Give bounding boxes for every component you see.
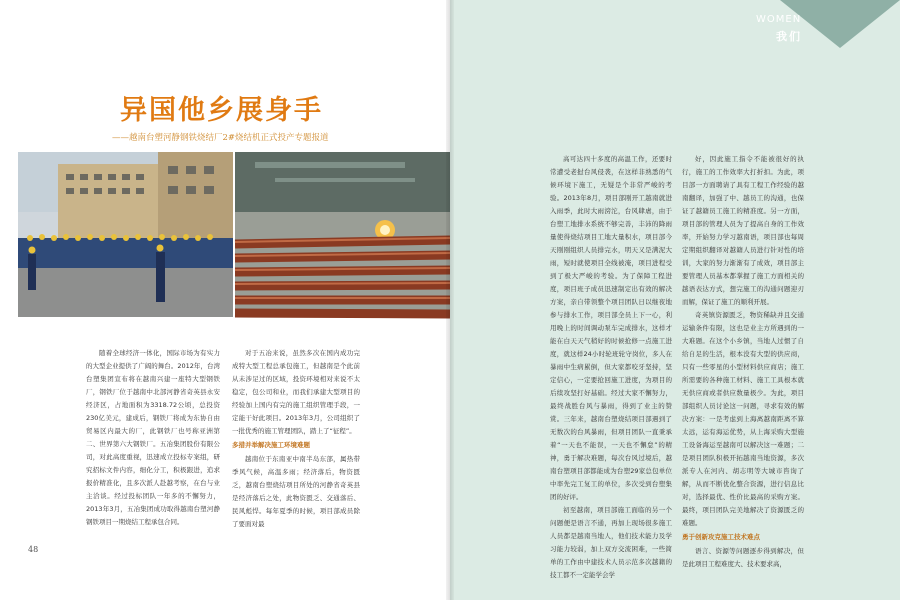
article-title: 异国他乡展身手 [120,95,323,126]
team-lineup-photo [18,152,233,317]
steel-pipes-photo [235,152,450,317]
paragraph: 好，因此施工指令不能被很好的执行，施工的工作效率大打折扣。为此，项目部一方面聘请了具有工程工作经验的越南翻译，加强了中、越员工的沟通，也保证了越籍员工施工的精准度。另一方面，项目部的管理人员为了提高自身的工作效率，开始努力学习越南语，项目部也每周定期组织翻译对越籍人员进行针对性的培训，大家的努力渐渐有了成效，项目部主要管理人员基本都掌握了施工方面相关的越语表达方式，想完施工的沟通问题迎刃而解，保证了施工的顺利开展。 [682,155,804,306]
text-column-3 [550,153,672,579]
article-subtitle: ——越南台塑河静钢铁烧结厂2#烧结机正式投产专题报道 [112,133,329,143]
paragraph: 越南位于东南亚中南半岛东部，属热带季风气候，高温多雨；经济落后，物资匮乏，越南台塑烧结项目所处的河静省奇英县是经济落后之处，此物资匮乏、交通落后、民风彪悍。每年夏季的时候，项目部成员除了要面对最 [232,455,360,528]
section-heading: 多措并举解决施工环境难题 [232,441,310,449]
text-column-4 [682,153,804,568]
paragraph: 对于五冶来说，虽然多次在国内成功完成特大型工程总承包施工，但越南是个此前从未涉足过的区域，投资环境相对来说不太稳定，包公司和业，而我们承建大型项目的经验加上国内有完的施工组织管理手段，一定能干好此项目。2013年3月，公司组织了一批优秀的施工管理团队，踏上了“征程”。 [232,349,360,435]
text-column-2 [232,347,360,547]
paragraph: 初至越南，项目部施工面临的另一个问题便是语言不通，再加上现场很多施工人员都是越南当地人，他们技术能力及学习能力较弱，加上双方交流困难，一些简单的工作由中建技术人员示范多次越籍的技工都不一定能学会学 [550,506,672,579]
page-number: 48 [28,545,39,554]
paragraph: 语言、资源等问题逐步得到解决，但是此项目工程难度大、技术要求高， [682,547,804,568]
section-heading: 勇于创新攻克施工技术难点 [682,533,760,541]
page-gutter [446,0,454,600]
right-page [450,0,900,600]
text-column-1 [86,347,220,542]
paragraph: 随着全球经济一体化，国际市场为有实力的大型企业提供了广阔的舞台。2012年，台湾台塑集团宣布将在越南兴建一座特大型钢铁厂，钢铁厂位于越南中北部河静省奇英县永安经济区，占地面积为3318.72公顷，总投资230亿美元，建成后，钢铁厂将成为东协自由贸易区内最大的厂，此钢铁厂也号称亚洲第二、世界第六大钢铁厂。五冶集团股份有限公司，对此高度重视，迅速成立投标专案组，研究招标文件内容，细化分工，积极跟进，追求报价精准化，且多次派人赴越考察，在台与业主洽谈。经过投标团队一年多的不懈努力，2013年3月，五冶集团成功取得越南台塑河静钢铁项目一期烧结工程承包合同。 [86,349,220,526]
paragraph: 奇英镇资源匮乏，物资稀缺并且交通运输条件有限，这也是业主方所遇到的一大难题。在这个小乡镇，当地人过惯了自给自足的生活，根本没有大型的供应商，只有一些零星的小型材料供应商店；施工所需要的各种施工材料、施工工具根本就无供应商或者供应数量极少。为此，项目部组织人员讨论这一问题，寻求有效的解决方案：一是考虑到上海离越南距离不算太远，运有海运优势，从上海采购大型施工设备海运至越南可以解决这一难题；二是项目团队积极开拓越南当地资源，多次派专人在河内、胡志明等大城市咨询了解，从而不断优化整合资源，进行信息比对，选择最优、性价比最高的采购方案。最终，项目团队完美地解决了资源匮乏的难题。 [682,311,804,527]
column-tag: WOMEN [756,14,802,25]
paragraph: 高可达四十多度的高温工作，还要时常遭受老挝台风侵袭，在这样非熟悉的气候环境下施工，无疑是个非常严峻的考验。2013年8月，项目部刚开工越南就进入雨季，此时大雨滂沱，台风肆虐，由于台塑工地排水系统不够完善，丰沛的降雨量使得烧结项目工地大量积水，项目部今天刚刚组织人员排完水，明天又是满泥大雨，短时就使项目全线被淹，项目进程受到了极大严峻的考验。为了保障工程进度，项目班子成员迅速制定出有效的解决方案，亲自带领整个项目团队日以继夜地参与排水工作，项目部全员上下一心，利用晚上的时间调动泵车完成排水，这样才能在白天天气稍好的时候抢修一点施工进度，就这样24小时轮班轮守岗位，多人在暴雨中生病累倒，但大家都咬牙坚持，坚定信心，一定要抢回施工进度，为项目的后续攻坚打好基础。经过大家不懈努力，最终战胜台风与暴雨，得到了业主的赞赏。三年来，越南台塑烧结项目部遇到了无数次的台风暴雨，但项目团队一直秉承着“一天也不能误，一天也不懈怠”的精神，勇于解决难题，每次台风过境后，越南台塑项目部都能成为台塑29家总包单位中率先完工复工的单位，多次受到台塑集团的好评。 [550,155,672,501]
column-name: 我们 [776,30,802,43]
